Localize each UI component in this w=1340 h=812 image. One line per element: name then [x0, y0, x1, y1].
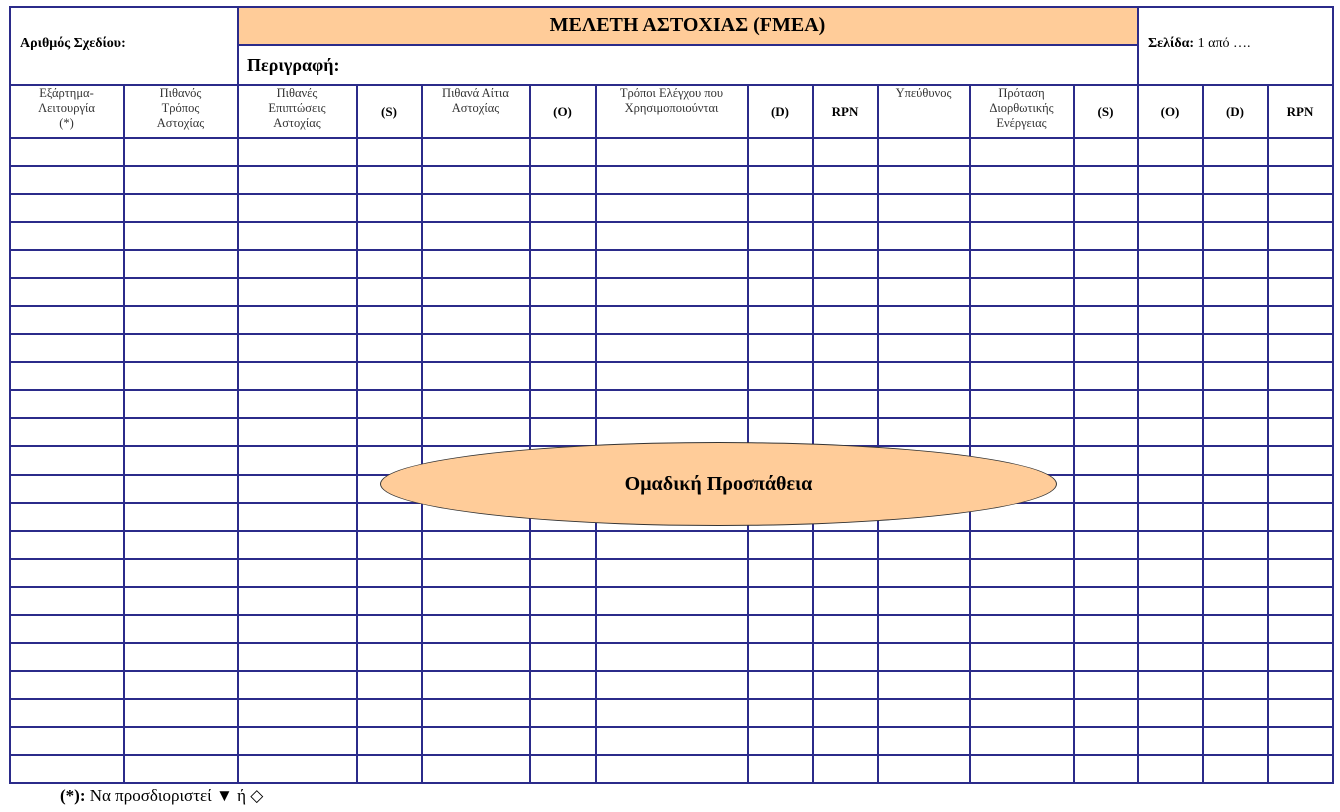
- page-value: 1 από ….: [1197, 36, 1251, 51]
- col-header-occurrence: (O): [553, 103, 572, 119]
- column-line: [747, 84, 749, 784]
- row-line: [9, 642, 1334, 644]
- col-header-controls: Τρόποι Ελέγχου που Χρησιμοποιούνται: [619, 86, 724, 115]
- header-divider: [9, 84, 1334, 86]
- column-line: [1073, 84, 1075, 784]
- column-line: [237, 84, 239, 784]
- row-line: [9, 221, 1334, 223]
- footnote-marker: (*):: [60, 786, 86, 805]
- col-header-responsible: Υπεύθυνος: [895, 86, 952, 100]
- plan-section-divider: [237, 6, 239, 86]
- row-line: [9, 670, 1334, 672]
- row-line: [9, 586, 1334, 588]
- row-line: [9, 361, 1334, 363]
- column-line: [529, 84, 531, 784]
- plan-number-label: Αριθμός Σχεδίου:: [20, 36, 126, 51]
- column-line: [1137, 84, 1139, 784]
- col-header-failure-effects: Πιθανές Επιπτώσεις Αστοχίας: [268, 86, 326, 130]
- row-line: [9, 530, 1334, 532]
- row-line: [9, 782, 1334, 784]
- team-effort-label: Ομαδική Προσπάθεια: [624, 472, 813, 495]
- row-line: [9, 165, 1334, 167]
- column-line: [1267, 84, 1269, 784]
- row-line: [9, 389, 1334, 391]
- col-header-rpn-after: RPN: [1286, 103, 1314, 119]
- row-line: [9, 698, 1334, 700]
- footnote-text: Να προσδιοριστεί ▼ ή ◇: [89, 786, 264, 805]
- column-line: [1202, 84, 1204, 784]
- row-line: [9, 754, 1334, 756]
- row-line: [9, 726, 1334, 728]
- col-header-detection-after: (D): [1225, 103, 1245, 119]
- column-line: [123, 84, 125, 784]
- row-line: [9, 558, 1334, 560]
- col-header-detection: (D): [770, 103, 790, 119]
- row-line: [9, 249, 1334, 251]
- footnote: [60, 786, 263, 806]
- column-line: [812, 84, 814, 784]
- column-line: [595, 84, 597, 784]
- row-line: [9, 333, 1334, 335]
- row-line: [9, 305, 1334, 307]
- col-header-severity: (S): [381, 103, 397, 119]
- col-header-corrective-action: Πρόταση Διορθωτικής Ενέργειας: [989, 86, 1054, 130]
- description-label: Περιγραφή:: [247, 55, 340, 75]
- col-header-occurrence-after: (O): [1160, 103, 1180, 119]
- col-header-failure-causes: Πιθανά Αίτια Αστοχίας: [442, 86, 509, 115]
- row-line: [9, 277, 1334, 279]
- top-border: [9, 6, 1334, 8]
- right-border: [1332, 6, 1334, 784]
- row-line: [9, 193, 1334, 195]
- column-header-bottom: [9, 137, 1334, 139]
- col-header-component: Εξάρτημα- Λειτουργία (*): [38, 86, 95, 130]
- left-border: [9, 6, 11, 784]
- col-header-severity-after: (S): [1097, 103, 1114, 119]
- form-title: ΜΕΛΕΤΗ ΑΣΤΟΧΙΑΣ (FMEA): [549, 14, 826, 36]
- col-header-failure-mode: Πιθανός Τρόπος Αστοχίας: [156, 86, 205, 130]
- row-line: [9, 614, 1334, 616]
- page-indicator: [1148, 36, 1251, 52]
- page-label: Σελίδα:: [1148, 36, 1195, 51]
- column-line: [356, 84, 358, 784]
- col-header-rpn: RPN: [831, 103, 859, 119]
- title-divider: [237, 44, 1139, 46]
- column-line: [421, 84, 423, 784]
- column-line: [877, 84, 879, 784]
- team-effort-ellipse: [380, 442, 1057, 526]
- row-line: [9, 417, 1334, 419]
- column-line: [969, 84, 971, 784]
- page-section-divider: [1137, 6, 1139, 86]
